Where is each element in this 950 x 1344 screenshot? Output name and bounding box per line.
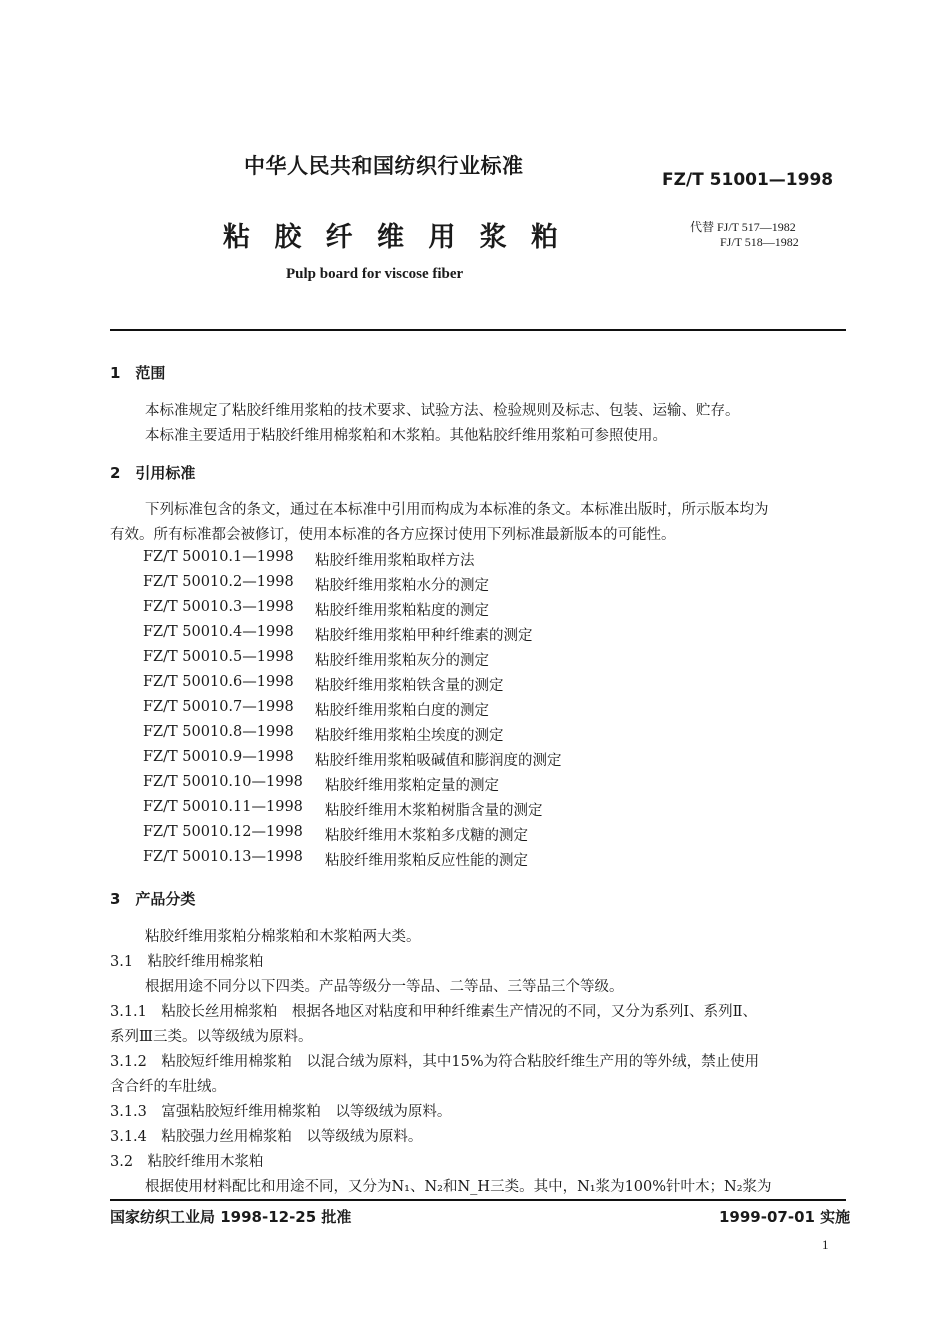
reference-code: FZ/T 50010.13—1998 [143,849,303,865]
section-3-1-4: 3.1.4 粘胶强力丝用棉浆粕 以等级绒为原料。 [110,1129,423,1145]
title-char: 浆 [479,222,507,253]
reference-item [143,774,499,794]
reference-item [143,649,489,669]
section-3-2-heading: 3.2 粘胶纤维用木浆粕 [110,1154,264,1170]
reference-title: 粘胶纤维用浆粕定量的测定 [325,778,499,794]
section-2-intro-line-2: 有效。所有标准都会被修订，使用本标准的各方应探讨使用下列标准最新版本的可能性。 [110,527,676,543]
reference-code: FZ/T 50010.7—1998 [143,699,294,715]
reference-item [143,674,504,694]
reference-title: 粘胶纤维用木浆粕树脂含量的测定 [325,803,543,819]
title-char: 用 [428,222,456,253]
page-number: 1 [822,1237,829,1252]
title-char: 粘 [223,222,250,253]
title-char: 粕 [530,222,558,253]
replaces-note [690,220,799,250]
title-char: 胶 [274,222,302,253]
approval-date: 国家纺织工业局 1998-12-25 批准 [110,1208,352,1226]
reference-item [143,824,528,844]
section-3-1-1-line-2: 系列Ⅲ三类。以等级绒为原料。 [110,1029,313,1045]
section-3-2-text: 根据使用材料配比和用途不同，又分为N₁、N₂和N_H三类。其中，N₁浆为100%针叶木；N₂浆为 [145,1179,772,1195]
section-3-para-1: 粘胶纤维用浆粕分棉浆粕和木浆粕两大类。 [145,929,421,945]
header-divider [110,329,846,331]
section-3-1-text: 根据用途不同分以下四类。产品等级分一等品、二等品、三等品三个等级。 [145,979,624,995]
section-3-1-heading: 3.1 粘胶纤维用棉浆粕 [110,954,264,970]
section-2-intro-line-1: 下列标准包含的条文，通过在本标准中引用而构成为本标准的条文。本标准出版时，所示版本均为 [145,502,769,518]
implementation-date: 1999-07-01 实施 [719,1208,851,1226]
footer-divider [110,1199,846,1201]
reference-title: 粘胶纤维用浆粕铁含量的测定 [315,678,504,694]
org-title: 中华人民共和国纺织行业标准 [244,154,524,178]
reference-item [143,799,543,819]
reference-item [143,849,528,869]
section-3-1-1-line-1: 3.1.1 粘胶长丝用棉浆粕 根据各地区对粘度和甲种纤维素生产情况的不同，又分为系列Ⅰ、系列Ⅱ、 [110,1004,757,1020]
standard-number: FZ/T 51001—1998 [662,170,834,190]
reference-item [143,599,489,619]
reference-code: FZ/T 50010.1—1998 [143,549,294,565]
section-1-para-2: 本标准主要适用于粘胶纤维用棉浆粕和木浆粕。其他粘胶纤维用浆粕可参照使用。 [145,428,667,444]
section-3-heading: 3 产品分类 [110,890,196,908]
reference-item [143,574,489,594]
reference-title: 粘胶纤维用浆粕水分的测定 [315,578,489,594]
reference-title: 粘胶纤维用浆粕吸碱值和膨润度的测定 [315,753,562,769]
reference-code: FZ/T 50010.12—1998 [143,824,303,840]
reference-code: FZ/T 50010.8—1998 [143,724,294,740]
english-title: Pulp board for viscose fiber [286,266,464,282]
reference-item [143,699,489,719]
reference-code: FZ/T 50010.3—1998 [143,599,294,615]
reference-code: FZ/T 50010.5—1998 [143,649,294,665]
reference-code: FZ/T 50010.2—1998 [143,574,294,590]
section-2-heading: 2 引用标准 [110,464,196,482]
reference-item [143,749,562,769]
reference-title: 粘胶纤维用浆粕粘度的测定 [315,603,489,619]
reference-title: 粘胶纤维用浆粕白度的测定 [315,703,489,719]
section-3-1-2-line-1: 3.1.2 粘胶短纤维用棉浆粕 以混合绒为原料，其中15%为符合粘胶纤维生产用的等外绒，禁止使用 [110,1054,760,1070]
reference-title: 粘胶纤维用浆粕取样方法 [315,553,475,569]
reference-item [143,724,504,744]
reference-code: FZ/T 50010.10—1998 [143,774,303,790]
reference-title: 粘胶纤维用浆粕尘埃度的测定 [315,728,504,744]
replaces-line-2: FJ/T 518—1982 [720,235,799,249]
reference-title: 粘胶纤维用浆粕灰分的测定 [315,653,489,669]
reference-code: FZ/T 50010.6—1998 [143,674,294,690]
reference-code: FZ/T 50010.11—1998 [143,799,303,815]
title-char: 维 [376,222,404,253]
document-title [223,215,558,254]
reference-title: 粘胶纤维用浆粕甲种纤维素的测定 [315,628,533,644]
reference-title: 粘胶纤维用浆粕反应性能的测定 [325,853,528,869]
replaces-line-1: 代替 FJ/T 517—1982 [690,220,796,234]
reference-item [143,624,533,644]
reference-code: FZ/T 50010.4—1998 [143,624,294,640]
section-1-para-1: 本标准规定了粘胶纤维用浆粕的技术要求、试验方法、检验规则及标志、包装、运输、贮存。 [145,403,740,419]
section-1-heading: 1 范围 [110,364,166,382]
reference-title: 粘胶纤维用木浆粕多戊糖的测定 [325,828,528,844]
section-3-1-3: 3.1.3 富强粘胶短纤维用棉浆粕 以等级绒为原料。 [110,1104,452,1120]
section-3-1-2-line-2: 含合纤的车肚绒。 [110,1079,226,1095]
reference-item [143,549,475,569]
title-char: 纤 [325,222,353,253]
reference-code: FZ/T 50010.9—1998 [143,749,294,765]
